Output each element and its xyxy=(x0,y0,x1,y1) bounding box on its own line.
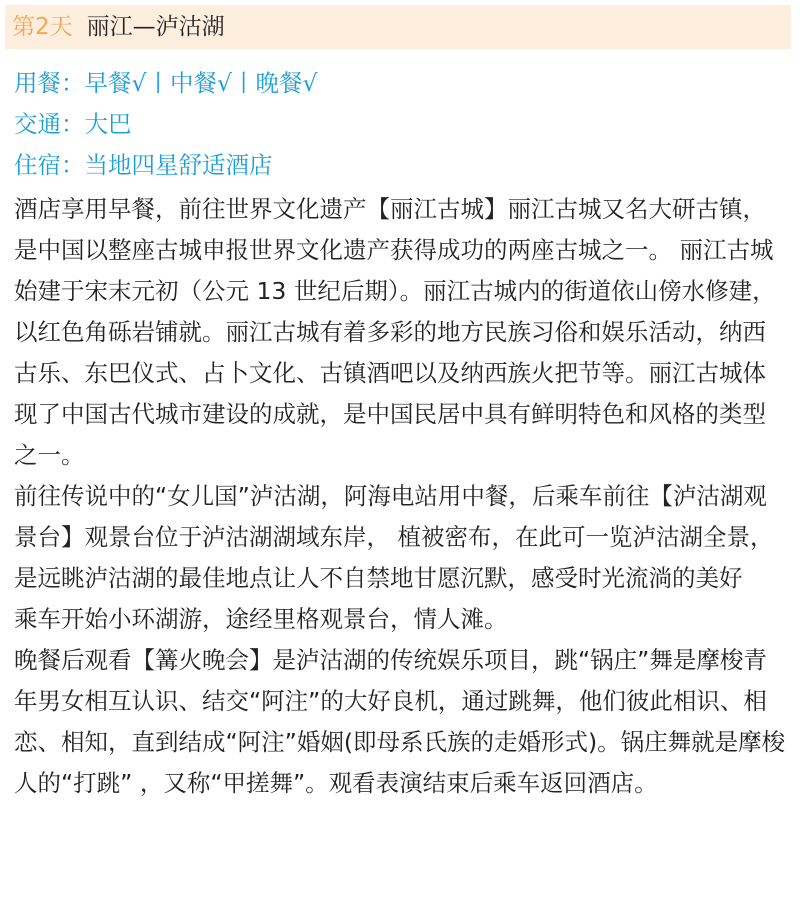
itinerary-description xyxy=(14,189,788,804)
paragraph-lake-tour: 乘车开始小环湖游，途经里格观景台，情人滩。 xyxy=(14,605,508,633)
day-route: 丽江—泸沽湖 xyxy=(86,14,225,40)
paragraph-lijiang-old-town: 酒店享用早餐，前往世界文化遗产【丽江古城】丽江古城又名大研古镇，是中国以整座古城申报世界文化遗产获得成功的两座古城之一。 丽江古城始建于宋末元初（公元 13 世纪后期）。丽江古城内的街道依山傍水修建， 以红色角砾岩铺就。丽江古城有着多彩的地方民族习俗和娱乐活动，纳西古乐、东巴仪式、占卜文化、古镇酒吧以及纳西族火把节等。丽江古城体现了中国古代城市建设的成就，是中国民居中具有鲜明特色和风格的类型之一。 xyxy=(14,195,776,469)
transport-info: 交通：大巴 xyxy=(14,110,132,138)
meals-info: 用餐：早餐√丨中餐√丨晚餐√ xyxy=(14,69,318,97)
hotel-info: 住宿：当地四星舒适酒店 xyxy=(14,151,273,179)
paragraph-lugu-lake-viewpoint: 前往传说中的“女儿国”泸沽湖，阿海电站用中餐，后乘车前往【泸沽湖观景台】观景台位于泸沽湖湖域东岸， 植被密布，在此可一览泸沽湖全景，是远眺泸沽湖的最佳地点让人不自禁地甘愿沉默，感受时光流淌的美好 xyxy=(14,482,774,592)
paragraph-bonfire-party: 晚餐后观看【篝火晚会】是泸沽湖的传统娱乐项目，跳“锅庄”舞是摩梭青年男女相互认识、结交“阿注”的大好良机，通过跳舞，他们彼此相识、相恋、相知，直到结成“阿注”婚姻(即母系氏族的走婚形式)。锅庄舞就是摩梭人的“打跳” ，又称“甲搓舞”。观看表演结束后乘车返回酒店。 xyxy=(14,646,786,797)
day-header xyxy=(5,5,791,49)
day-number: 第2天 xyxy=(12,14,73,40)
day-info xyxy=(14,63,790,186)
